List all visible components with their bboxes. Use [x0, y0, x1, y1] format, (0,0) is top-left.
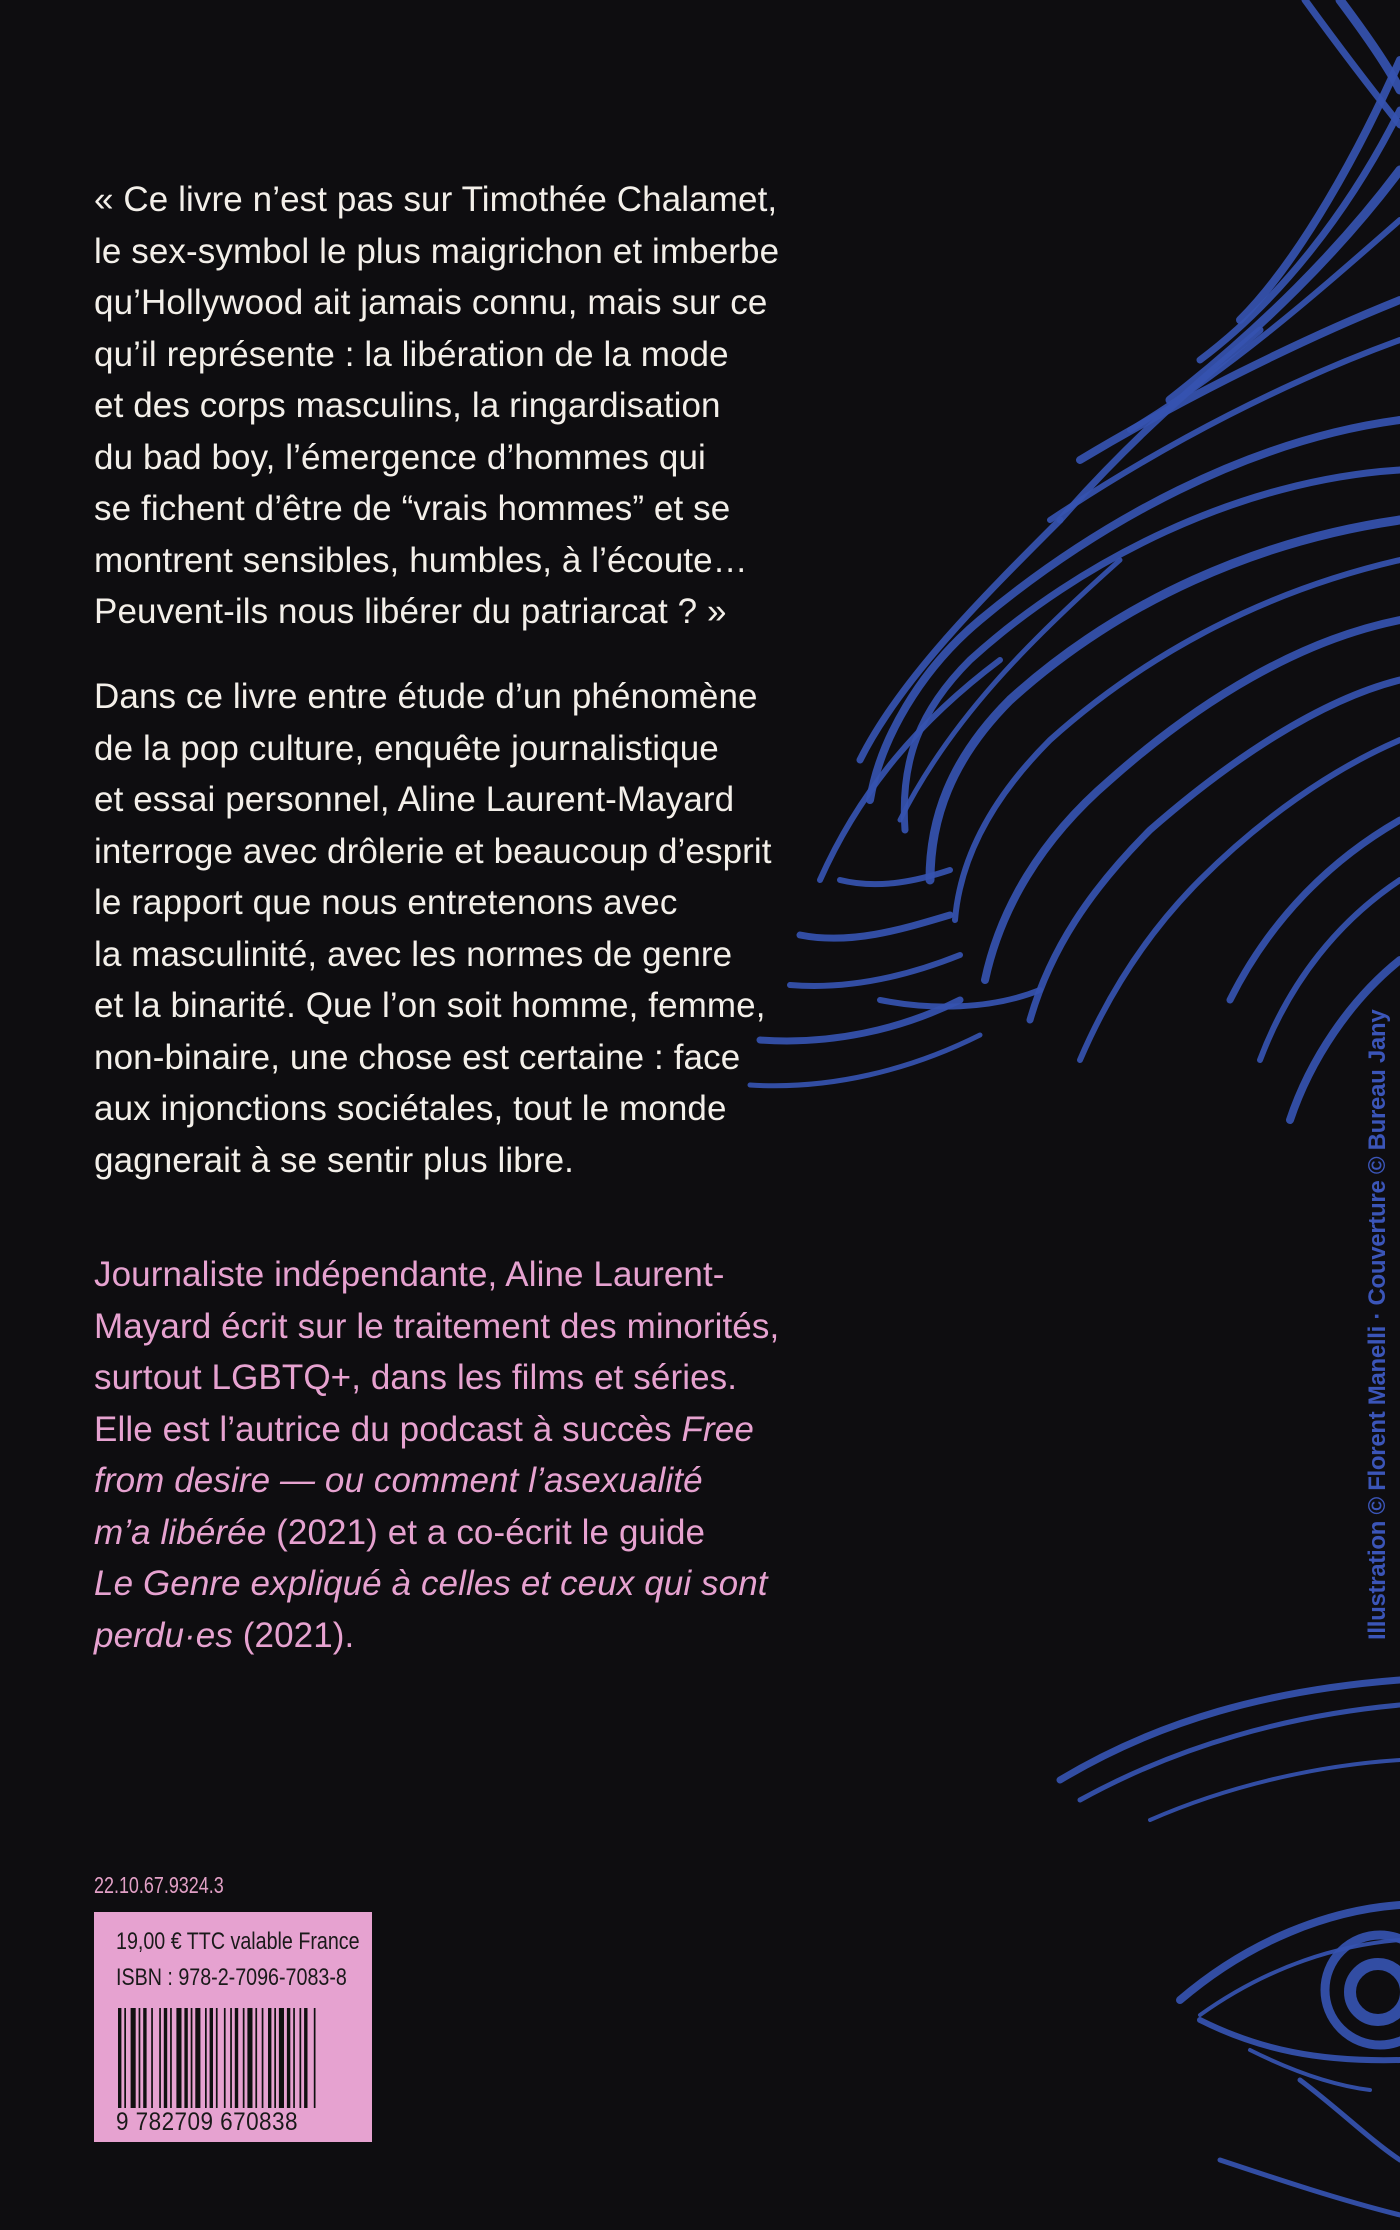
podcast-title: Free	[681, 1409, 754, 1449]
bio-line: Mayard écrit sur le traitement des minorités,	[94, 1306, 780, 1346]
barcode-bar	[205, 2008, 207, 2108]
barcode-bar	[118, 2008, 121, 2108]
guide-title: Le Genre expliqué à celles et ceux qui sont	[94, 1564, 768, 1603]
barcode-bar	[143, 2008, 146, 2108]
description-line: et la binarité. Que l’on soit homme, femme,	[94, 986, 766, 1025]
bio-line: Journaliste indépendante, Aline Laurent-	[94, 1255, 725, 1294]
barcode-bar	[191, 2008, 193, 2108]
barcode-bar	[151, 2008, 153, 2108]
description-line: et essai personnel, Aline Laurent-Mayard	[94, 780, 735, 819]
barcode-bar	[268, 2008, 271, 2108]
back-cover-quote	[94, 174, 854, 638]
quote-line: qu’Hollywood ait jamais connu, mais sur ce	[94, 283, 768, 322]
quote-line: du bad boy, l’émergence d’hommes qui	[94, 437, 706, 477]
product-code: 22.10.67.9324.3	[94, 1872, 224, 1898]
barcode-bar	[235, 2008, 238, 2108]
barcode-bar	[139, 2008, 141, 2108]
quote-line: se fichent d’être de “vrais hommes” et se	[94, 489, 731, 528]
barcode-bar	[247, 2008, 252, 2108]
quote-line: qu’il représente : la libération de la mode	[94, 334, 729, 374]
barcode-bar	[170, 2008, 172, 2108]
barcode-bar	[304, 2008, 307, 2108]
barcode-bar	[243, 2008, 245, 2108]
quote-line: Peuvent-ils nous libérer du patriarcat ? »	[94, 592, 727, 631]
bio-text: Elle est l’autrice du podcast à succès	[94, 1409, 682, 1449]
description-line: de la pop culture, enquête journalistique	[94, 728, 719, 768]
bio-text: (2021).	[232, 1615, 355, 1655]
barcode-bar	[287, 2008, 290, 2108]
barcode-bar	[210, 2008, 213, 2108]
barcode-bar	[216, 2008, 218, 2108]
barcode-bar	[224, 2008, 226, 2108]
quote-line: le sex-symbol le plus maigrichon et imberbe	[94, 231, 780, 271]
description-line: interroge avec drôlerie et beaucoup d’esprit	[94, 831, 772, 871]
quote-line: montrent sensibles, humbles, à l’écoute…	[94, 540, 748, 580]
description-line: la masculinité, avec les normes de genre	[94, 934, 733, 974]
barcode-bar	[300, 2008, 302, 2108]
description-line: Dans ce livre entre étude d’un phénomène	[94, 677, 758, 716]
isbn-label: ISBN : 978-2-7096-7083-8	[116, 1964, 347, 1991]
bio-text: (2021) et a co-écrit le guide	[266, 1512, 706, 1552]
barcode-bar	[124, 2008, 126, 2108]
price-isbn-box	[94, 1912, 372, 2142]
barcode-bar	[159, 2008, 161, 2108]
quote-line: « Ce livre n’est pas sur Timothée Chalamet,	[94, 180, 778, 219]
description-line: aux injonctions sociétales, tout le monde	[94, 1089, 727, 1128]
barcode-bar	[314, 2008, 316, 2108]
barcode-bar	[279, 2008, 284, 2108]
barcode-bar	[262, 2008, 264, 2108]
barcode-bar	[164, 2008, 167, 2108]
bio-line	[94, 1404, 854, 1456]
illustration-credit: Illustration © Florent Manelli · Couverture © Bureau Jany	[1364, 1009, 1391, 1640]
barcode-bar	[176, 2008, 181, 2108]
bio-line	[94, 1610, 854, 1662]
barcode-bar	[274, 2008, 276, 2108]
barcode-bar	[230, 2008, 232, 2108]
description-line: non-binaire, une chose est certaine : face	[94, 1037, 741, 1077]
description-line: gagnerait à se sentir plus libre.	[94, 1140, 574, 1180]
bio-line: surtout LGBTQ+, dans les films et séries.	[94, 1358, 738, 1397]
author-bio	[94, 1249, 854, 1661]
barcode	[118, 2008, 354, 2108]
barcode-bar	[131, 2008, 136, 2108]
barcode-bar	[255, 2008, 257, 2108]
barcode-bar	[184, 2008, 187, 2108]
podcast-title: from desire — ou comment l’asexualité	[94, 1461, 703, 1500]
barcode-digits: 9 782709 670838	[116, 2108, 298, 2136]
book-description	[94, 671, 854, 1186]
quote-line: et des corps masculins, la ringardisation	[94, 386, 721, 425]
barcode-bar	[293, 2008, 295, 2108]
description-line: le rapport que nous entretenons avec	[94, 883, 678, 922]
bio-line	[94, 1507, 854, 1559]
guide-title: perdu·es	[94, 1615, 233, 1655]
price-label: 19,00 € TTC valable France	[116, 1928, 360, 1955]
podcast-title: m’a libérée	[94, 1512, 267, 1552]
barcode-bar	[195, 2008, 200, 2108]
